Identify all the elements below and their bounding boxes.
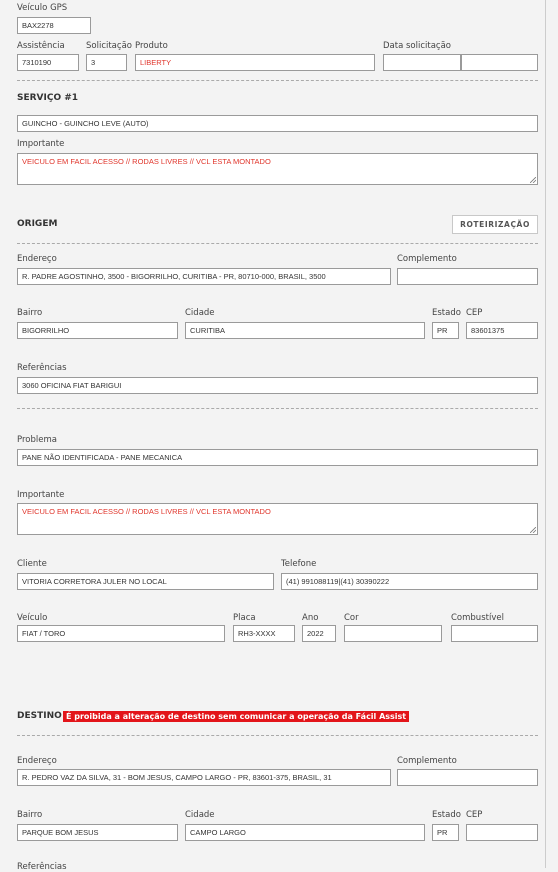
origem-estado-label: Estado bbox=[432, 308, 461, 318]
servico-title: SERVIÇO #1 bbox=[17, 93, 79, 103]
destino-estado-label: Estado bbox=[432, 810, 461, 820]
destino-cidade-field[interactable]: CAMPO LARGO bbox=[185, 824, 425, 841]
telefone-field[interactable]: (41) 991088119|(41) 30390222 bbox=[281, 573, 538, 590]
ano-field[interactable]: 2022 bbox=[302, 625, 336, 642]
origem-endereco-field[interactable]: R. PADRE AGOSTINHO, 3500 - BIGORRILHO, CURITIBA - PR, 80710-000, BRASIL, 3500 bbox=[17, 268, 391, 285]
origem-referencias-label: Referências bbox=[17, 363, 67, 373]
data-solicitacao-date-field[interactable] bbox=[383, 54, 461, 71]
problema-importante-label: Importante bbox=[17, 490, 65, 500]
produto-field[interactable]: LIBERTY bbox=[135, 54, 375, 71]
veiculo-gps-label: Veículo GPS bbox=[17, 3, 68, 13]
placa-field[interactable]: RH3-XXXX bbox=[233, 625, 295, 642]
divider bbox=[17, 80, 538, 81]
combustivel-field[interactable] bbox=[451, 625, 538, 642]
combustivel-label: Combustível bbox=[451, 613, 504, 623]
telefone-label: Telefone bbox=[281, 559, 317, 569]
cliente-field[interactable]: VITORIA CORRETORA JULER NO LOCAL bbox=[17, 573, 274, 590]
placa-label: Placa bbox=[233, 613, 256, 623]
servico-tipo-field[interactable]: GUINCHO - GUINCHO LEVE (AUTO) bbox=[17, 115, 538, 132]
destino-endereco-field[interactable]: R. PEDRO VAZ DA SILVA, 31 - BOM JESUS, CAMPO LARGO - PR, 83601-375, BRASIL, 31 bbox=[17, 769, 391, 786]
origem-endereco-label: Endereço bbox=[17, 254, 57, 264]
divider bbox=[17, 408, 538, 409]
problema-field[interactable]: PANE NÃO IDENTIFICADA - PANE MECANICA bbox=[17, 449, 538, 466]
produto-label: Produto bbox=[135, 41, 168, 51]
origem-complemento-field[interactable] bbox=[397, 268, 538, 285]
solicitacao-label: Solicitação bbox=[86, 41, 132, 51]
problema-label: Problema bbox=[17, 435, 57, 445]
destino-cidade-label: Cidade bbox=[185, 810, 215, 820]
servico-importante-text: VEICULO EM FACIL ACESSO // RODAS LIVRES // VCL ESTA MONTADO bbox=[22, 157, 271, 166]
data-solicitacao-time-field[interactable] bbox=[461, 54, 538, 71]
origem-referencias-field[interactable]: 3060 OFICINA FIAT BARIGUI bbox=[17, 377, 538, 394]
destino-complemento-label: Complemento bbox=[397, 756, 457, 766]
destino-referencias-label: Referências bbox=[17, 862, 67, 872]
assistencia-field[interactable]: 7310190 bbox=[17, 54, 79, 71]
destino-cep-field[interactable] bbox=[466, 824, 538, 841]
origem-bairro-label: Bairro bbox=[17, 308, 43, 318]
veiculo-field[interactable]: FIAT / TORO bbox=[17, 625, 225, 642]
problema-importante-text: VEICULO EM FACIL ACESSO // RODAS LIVRES // VCL ESTA MONTADO bbox=[22, 507, 271, 516]
origem-cep-label: CEP bbox=[466, 308, 483, 318]
origem-cep-field[interactable]: 83601375 bbox=[466, 322, 538, 339]
origem-title: ORIGEM bbox=[17, 219, 58, 229]
origem-bairro-field[interactable]: BIGORRILHO bbox=[17, 322, 178, 339]
cor-label: Cor bbox=[344, 613, 359, 623]
destino-complemento-field[interactable] bbox=[397, 769, 538, 786]
destino-cep-label: CEP bbox=[466, 810, 483, 820]
page-right-border bbox=[545, 0, 546, 868]
origem-complemento-label: Complemento bbox=[397, 254, 457, 264]
divider bbox=[17, 243, 538, 244]
veiculo-gps-field[interactable]: BAX2278 bbox=[17, 17, 91, 34]
cor-field[interactable] bbox=[344, 625, 442, 642]
servico-importante-label: Importante bbox=[17, 139, 65, 149]
origem-cidade-field[interactable]: CURITIBA bbox=[185, 322, 425, 339]
problema-importante-textarea[interactable] bbox=[17, 503, 538, 535]
solicitacao-field[interactable]: 3 bbox=[86, 54, 127, 71]
origem-estado-field[interactable]: PR bbox=[432, 322, 459, 339]
cliente-label: Cliente bbox=[17, 559, 47, 569]
roteirizacao-button[interactable]: ROTEIRIZAÇÃO bbox=[452, 215, 538, 234]
veiculo-label: Veículo bbox=[17, 613, 48, 623]
destino-bairro-field[interactable]: PARQUE BOM JESUS bbox=[17, 824, 178, 841]
assistencia-label: Assistência bbox=[17, 41, 65, 51]
ano-label: Ano bbox=[302, 613, 319, 623]
destino-endereco-label: Endereço bbox=[17, 756, 57, 766]
destino-estado-field[interactable]: PR bbox=[432, 824, 459, 841]
resize-grip-icon[interactable] bbox=[530, 527, 536, 533]
data-solicitacao-label: Data solicitação bbox=[383, 41, 452, 51]
destino-title: DESTINO bbox=[17, 711, 62, 721]
resize-grip-icon[interactable] bbox=[530, 177, 536, 183]
servico-importante-textarea[interactable] bbox=[17, 153, 538, 185]
destino-warning-badge: É proibida a alteração de destino sem comunicar a operação da Fácil Assist bbox=[63, 711, 409, 722]
divider bbox=[17, 735, 538, 736]
destino-bairro-label: Bairro bbox=[17, 810, 43, 820]
origem-cidade-label: Cidade bbox=[185, 308, 215, 318]
